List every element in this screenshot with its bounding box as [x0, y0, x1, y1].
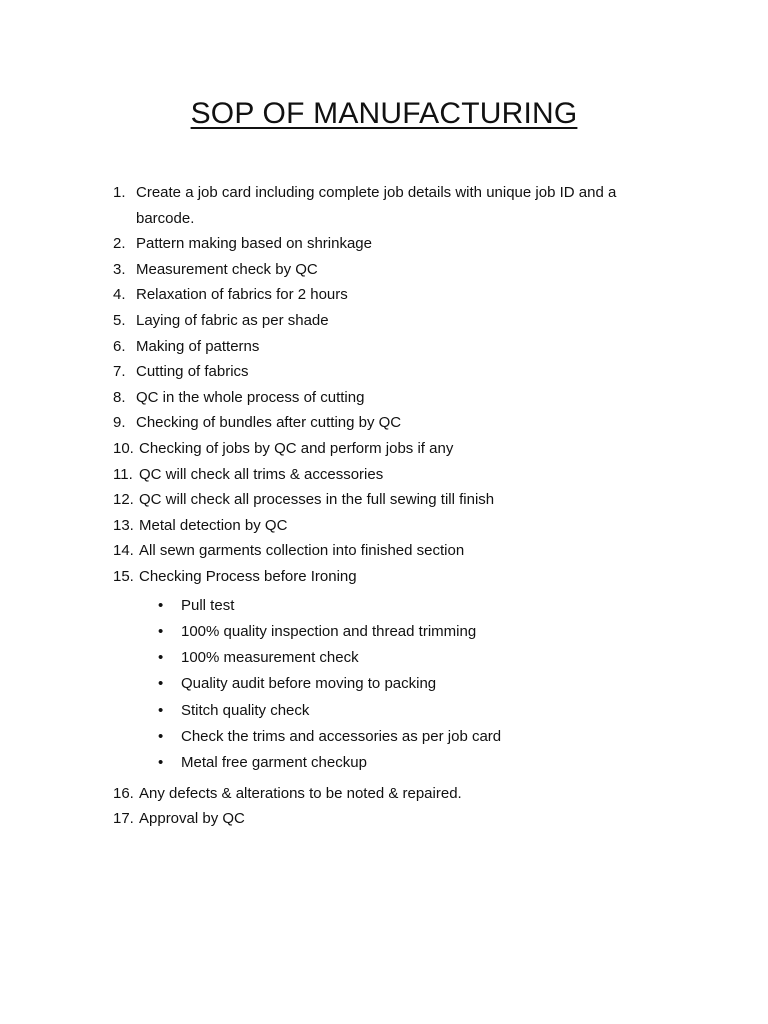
step-number: 10. [113, 439, 134, 457]
step-text: Any defects & alterations to be noted & repaired. [139, 784, 462, 802]
bullet-icon: • [158, 754, 164, 772]
list-item [0, 513, 768, 539]
sub-item-text: Check the trims and accessories as per job card [181, 727, 502, 745]
sub-list-item [136, 698, 678, 724]
step-number: 17. [113, 810, 134, 828]
list-item [0, 781, 768, 807]
step-text: Checking of jobs by QC and perform jobs if any [139, 439, 454, 457]
bullet-icon: • [158, 596, 164, 614]
step-text: Cutting of fabrics [136, 363, 249, 381]
sub-list-item [136, 593, 678, 619]
step-number: 3. [113, 260, 126, 278]
sub-list-item [136, 750, 678, 776]
step-number: 13. [113, 516, 134, 534]
sub-item-text: 100% measurement check [181, 649, 359, 667]
step-text: QC will check all processes in the full sewing till finish [139, 491, 495, 509]
sop-steps-list [0, 180, 768, 832]
sub-item-text: Stitch quality check [181, 701, 310, 719]
list-item [0, 436, 768, 462]
bullet-icon: • [158, 727, 164, 745]
step-number: 16. [113, 784, 134, 802]
list-item [0, 538, 768, 564]
sub-list-item [136, 671, 678, 697]
step-number: 11. [113, 465, 133, 483]
step-number: 15. [113, 567, 134, 585]
step-text: Laying of fabric as per shade [136, 311, 329, 329]
step-number: 6. [113, 337, 126, 355]
step-text: Create a job card including complete job details with unique job ID and a barcode. [136, 184, 617, 227]
step-text: Approval by QC [139, 810, 245, 828]
step-text: Checking of bundles after cutting by QC [136, 414, 402, 432]
step-number: 8. [113, 388, 126, 406]
step-number: 9. [113, 414, 126, 432]
list-item [0, 282, 768, 308]
step-number: 14. [113, 542, 134, 560]
list-item [0, 231, 768, 257]
step-number: 4. [113, 286, 126, 304]
step-number: 1. [113, 184, 126, 201]
step-text: Pattern making based on shrinkage [136, 235, 372, 253]
sub-list-item [136, 645, 678, 671]
list-item [0, 385, 768, 411]
step-number: 5. [113, 311, 126, 329]
step-text: QC in the whole process of cutting [136, 388, 365, 406]
list-item [0, 180, 768, 231]
sub-list-item [136, 619, 678, 645]
list-item [0, 334, 768, 360]
step-text: Checking Process before Ironing [139, 567, 357, 585]
step-text: Measurement check by QC [136, 260, 318, 278]
list-item [0, 487, 768, 513]
list-item [0, 359, 768, 385]
list-item [0, 564, 768, 777]
sub-item-text: 100% quality inspection and thread trimming [181, 622, 477, 640]
step-text: Making of patterns [136, 337, 260, 355]
list-item [0, 257, 768, 283]
step-text: Metal detection by QC [139, 516, 288, 534]
bullet-icon: • [158, 701, 164, 719]
step-number: 2. [113, 235, 126, 253]
list-item [0, 410, 768, 436]
step-15-sublist [136, 593, 678, 777]
step-number: 12. [113, 491, 134, 509]
list-item [0, 308, 768, 334]
sub-item-text: Pull test [181, 596, 235, 614]
bullet-icon: • [158, 649, 164, 667]
bullet-icon: • [158, 622, 164, 640]
sub-item-text: Quality audit before moving to packing [181, 675, 437, 693]
step-text: All sewn garments collection into finished section [139, 542, 465, 560]
sub-item-text: Metal free garment checkup [181, 754, 367, 772]
bullet-icon: • [158, 675, 164, 693]
sub-list-item [136, 724, 678, 750]
list-item [0, 462, 768, 488]
step-text: QC will check all trims & accessories [139, 465, 384, 483]
list-item [0, 806, 768, 832]
step-number: 7. [113, 363, 126, 381]
document-title: SOP OF MANUFACTURING [190, 97, 578, 130]
step-text: Relaxation of fabrics for 2 hours [136, 286, 348, 304]
